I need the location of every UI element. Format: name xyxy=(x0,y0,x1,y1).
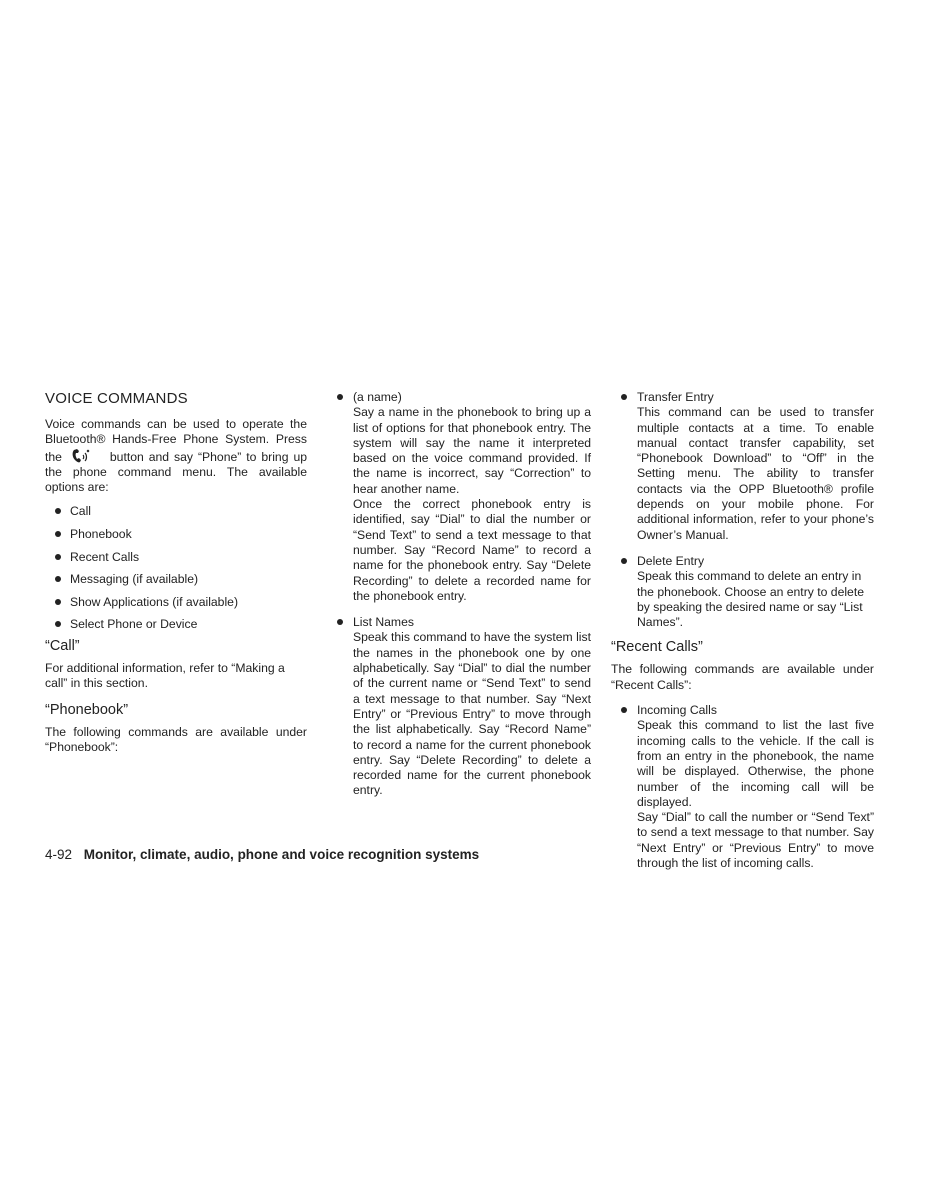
entry-text: Say a name in the phonebook to bring up a list of options for that phonebook entry. The system will say the name it interpreted based on the voice command provided. If the name is incorrect, say “Correction” to hear another name. xyxy=(353,405,591,496)
recent-calls-heading: “Recent Calls” xyxy=(611,639,703,656)
entry-title: List Names xyxy=(353,615,414,630)
entry-list-names xyxy=(335,615,591,799)
column-right xyxy=(611,390,874,882)
list-item: Messaging (if available) xyxy=(45,572,307,595)
page-number: 4-92 xyxy=(45,847,73,862)
entry-title: (a name) xyxy=(353,390,402,404)
entry-text: Say “Dial” to call the number or “Send Text” to send a text message to that number. Say “Next Entry” or “Previous Entry” to move through the list of incoming calls. xyxy=(637,810,874,871)
entry-transfer xyxy=(619,390,874,543)
page-footer xyxy=(45,846,479,864)
entry-title: Incoming Calls xyxy=(637,703,717,718)
entry-text: Speak this command to have the system list the names in the phonebook one by one alphabetically. Say “Dial” to dial the number of the current name or “Send Text” to send a text message to that number. Say “Next Entry” or “Previous Entry” to move through the list alphabetically. Say “Record Name” to record a name for the current phonebook entry. Say “Delete Recording” to delete a recorded name for the current phonebook entry. xyxy=(353,630,591,798)
call-heading: “Call” xyxy=(45,638,80,655)
bullet-icon xyxy=(55,599,61,605)
phonebook-text: The following commands are available under “Phonebook”: xyxy=(45,724,307,754)
footer-section-title: Monitor, climate, audio, phone and voice recognition systems xyxy=(83,847,480,862)
entry-text: Once the correct phonebook entry is identified, say “Dial” to dial the number or “Send Text” to send a text message to that number. Say “Record Name” to record a name for the phonebook entry. Say “Delete Recording” to delete a recorded name for the phonebook entry. xyxy=(353,497,591,603)
entry-text: This command can be used to transfer multiple contacts at a time. To enable manual contact transfer capability, set “Phonebook Download” to “Off” in the Setting menu. The ability to transfer contacts via the OPP Bluetooth® profile depends on your mobile phone. For additional information, refer to your phone’s Owner’s Manual. xyxy=(637,405,874,542)
entry-incoming xyxy=(619,703,874,871)
list-item: Call xyxy=(45,504,307,527)
list-item: Select Phone or Device xyxy=(45,617,307,640)
entry-title: Delete Entry xyxy=(637,553,705,568)
call-text: For additional information, refer to “Making a call” in this section. xyxy=(45,661,285,691)
bullet-icon xyxy=(337,619,343,625)
entry-title: Transfer Entry xyxy=(637,390,714,404)
recent-calls-text: The following commands are available under “Recent Calls”: xyxy=(611,662,874,692)
entry-a-name xyxy=(335,390,591,604)
bullet-icon xyxy=(55,576,61,582)
intro-text-b: button and say “Phone” to bring up the phone command menu. The available options are: xyxy=(45,449,308,495)
list-item: Phonebook xyxy=(45,527,307,550)
bullet-icon xyxy=(55,554,61,560)
bullet-icon xyxy=(55,531,61,537)
bullet-icon xyxy=(337,394,343,400)
bullet-icon xyxy=(621,394,627,400)
entry-text: Speak this command to list the last five incoming calls to the vehicle. If the call is from an entry in the phonebook, the name will be displayed. Otherwise, the phone number of the incoming call will be displayed. xyxy=(637,718,874,809)
column-middle xyxy=(335,390,591,810)
intro-paragraph xyxy=(45,417,307,495)
bullet-icon xyxy=(55,508,61,514)
phonebook-heading: “Phonebook” xyxy=(45,701,129,718)
bullet-icon xyxy=(621,558,627,564)
list-item: Recent Calls xyxy=(45,550,307,573)
bullet-icon xyxy=(621,707,627,713)
entry-delete xyxy=(619,554,874,630)
options-list xyxy=(45,504,307,640)
intro-text-a: Voice commands can be used to operate the Bluetooth® Hands-Free Phone System. Press the xyxy=(45,417,307,464)
bullet-icon xyxy=(55,621,61,627)
phone-voice-icon xyxy=(71,448,95,464)
entry-text: Speak this command to delete an entry in the phonebook. Choose an entry to delete by speaking the desired name or say “List Names”. xyxy=(637,569,864,630)
column-left xyxy=(45,390,307,755)
section-title: VOICE COMMANDS xyxy=(45,390,188,407)
list-item: Show Applications (if available) xyxy=(45,595,307,618)
